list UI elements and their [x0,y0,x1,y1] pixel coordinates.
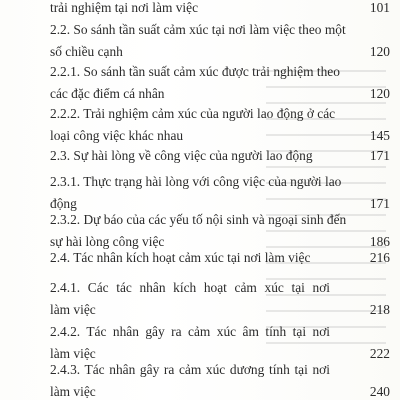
toc-entry-text: 2.2.1. So sánh tần suất cảm xúc được trải nghiệm theo [50,64,340,79]
toc-entry-text: 2.2. So sánh tần suất cảm xúc tại nơi làm việc theo một [50,22,346,37]
toc-entry-text: động [50,196,77,211]
toc-entry-text: làm việc [50,346,96,361]
toc-entry-text: sự hài lòng công việc [50,234,165,249]
toc-page-number: 171 [369,196,390,211]
toc-page-number: 218 [369,302,390,317]
toc-entry-text: 2.3.1. Thực trạng hài lòng với công việc của người lao [50,174,342,189]
toc-entry-text: 2.4.3. Tác nhân gây ra cảm xúc dương tính tại nơi [50,362,330,377]
toc-entry-text: loại công việc khác nhau [50,128,184,143]
toc-entry-text: các đặc điểm cá nhân [50,86,165,101]
toc-page-number: 240 [369,384,390,399]
toc-entry-text: làm việc [50,384,96,399]
toc-page-number: 120 [369,44,390,59]
toc-page-number: 171 [369,148,390,163]
table-of-contents-lower [50,0,390,400]
toc-entry-text: làm việc [50,302,96,317]
toc-entry-text: 2.4.1. Các tác nhân kích hoạt cảm xúc tại nơi [50,280,330,295]
toc-entry-text: số chiều cạnh [50,44,123,59]
toc-entry-text: 2.3. Sự hài lòng về công việc của người lao động [50,148,313,163]
toc-entry-text: trải nghiệm tại nơi làm việc [50,0,199,15]
toc-entry-text: 2.2.2. Trải nghiệm cảm xúc của người lao động ở các [50,106,336,121]
toc-page-number: 216 [369,250,390,265]
toc-page-number: 222 [369,346,390,361]
toc-page-number: 120 [369,86,390,101]
toc-entry-text: 2.3.2. Dự báo của các yếu tố nội sinh và ngoại sinh đến [50,212,347,227]
toc-page-number: 145 [369,128,390,143]
toc-page-number: 186 [369,234,390,249]
toc-page-number: 101 [369,0,390,15]
toc-entry-text: 2.4. Tác nhân kích hoạt cảm xúc tại nơi làm việc [50,250,311,265]
toc-entry-text: 2.4.2. Tác nhân gây ra cảm xúc âm tính tại nơi [50,324,330,339]
